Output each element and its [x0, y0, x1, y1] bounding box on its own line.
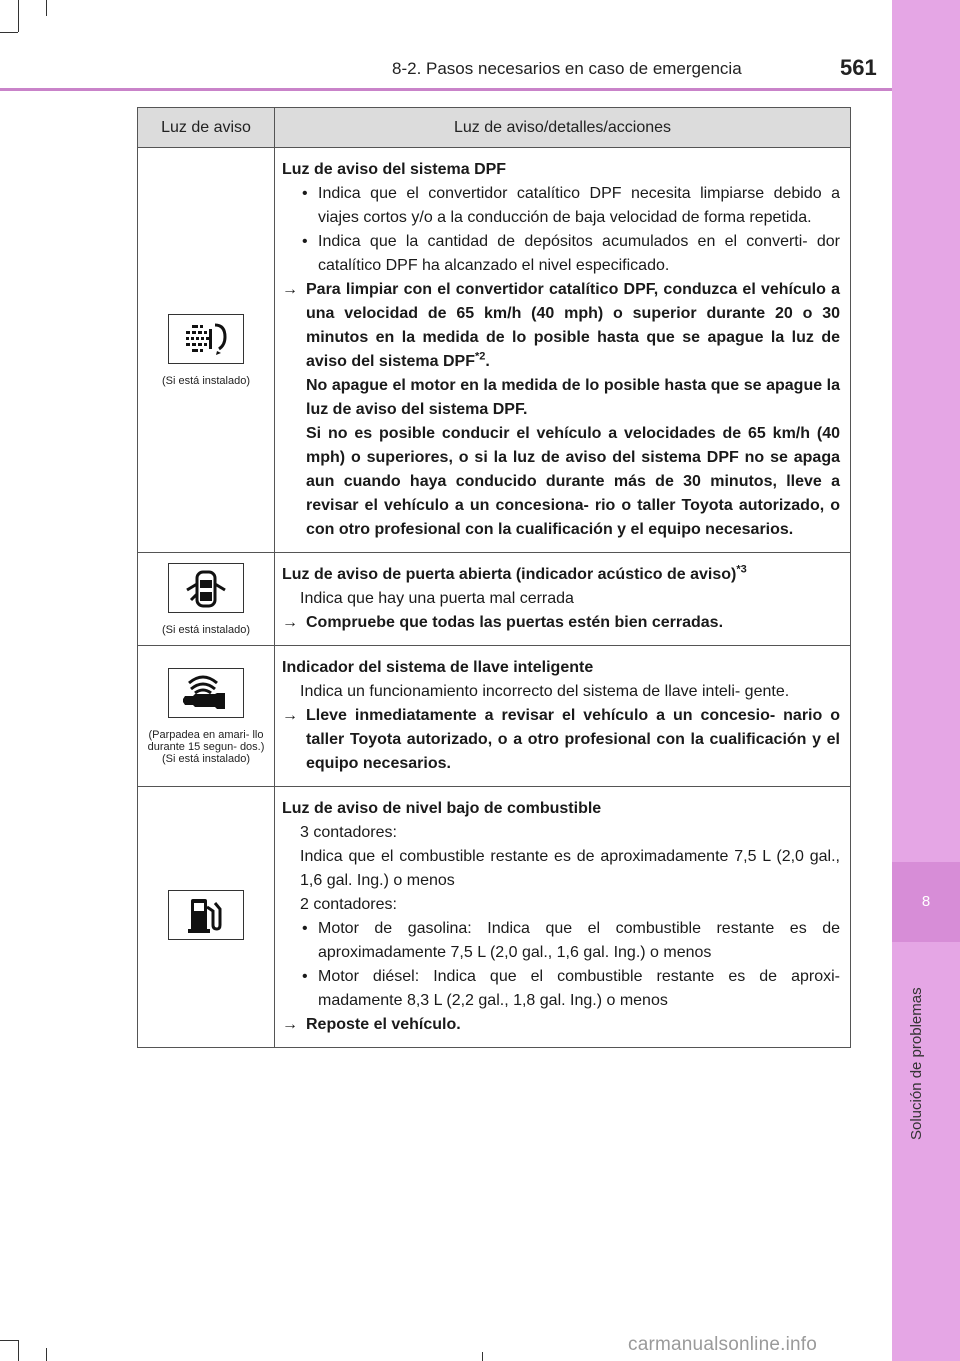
- action-text: Lleve inmediatamente a revisar el vehículo a un concesio- nario o taller Toyota autorizado, o a otro profesional con la cualificación y el equipo necesarios.: [306, 707, 840, 772]
- icon-cell: [138, 787, 275, 1048]
- details-cell: [275, 787, 851, 1048]
- action-text: Compruebe que todas las puertas estén bien cerradas.: [306, 614, 724, 631]
- action-text: Para limpiar con el convertidor catalítico DPF, conduzca el vehículo a una velocidad de 65 km/h (40 mph) o superior durante 20 o 30 minutos en la medida de lo posible hasta que se apague la luz de aviso del sistema DPF: [306, 281, 840, 370]
- arrow-icon: →: [282, 614, 298, 631]
- light-title: Indicador del sistema de llave inteligente: [282, 659, 594, 676]
- description: Indica que el combustible restante es de aproximadamente 7,5 L (2,0 gal., 1,6 gal. Ing.) o menos: [300, 848, 840, 889]
- crop-mark: [18, 1340, 19, 1361]
- action-instruction: [282, 278, 840, 374]
- icon-note: (Parpadea en amari- llo durante 15 segun- dos.): [147, 728, 265, 753]
- crop-mark: [46, 1348, 47, 1361]
- footnote-ref: *3: [736, 563, 747, 576]
- light-title: Luz de aviso de nivel bajo de combustible: [282, 800, 602, 817]
- arrow-icon: →: [282, 281, 298, 298]
- action-paragraph: Si no es posible conducir el vehículo a velocidades de 65 km/h (40 mph) o superiores, o si la luz de aviso del sistema DPF no se apaga aun cuando haya conducido durante más de 30 minutos, lleve a revisar el vehículo a un concesiona- rio o taller Toyota autorizado, o con otro profesional con la cualificación y el equipo necesarios.: [306, 425, 840, 538]
- details-cell: [275, 646, 851, 787]
- description: 3 contadores:: [300, 824, 397, 841]
- icon-note: (Si está instalado): [161, 623, 251, 636]
- list-item: • Motor diésel: Indica que el combustible restante es de aproxi- madamente 8,3 L (2,2 gal., 1,8 gal. Ing.) o menos: [282, 965, 840, 1013]
- arrow-icon: →: [282, 707, 298, 724]
- icon-cell: [138, 646, 275, 787]
- watermark: carmanualsonline.info: [628, 1334, 818, 1355]
- icon-note: (Si está instalado): [161, 752, 251, 765]
- arrow-icon: →: [282, 1016, 298, 1033]
- icon-cell: [138, 148, 275, 553]
- light-title: Luz de aviso del sistema DPF: [282, 161, 507, 178]
- description: Indica un funcionamiento incorrecto del sistema de llave inteli- gente.: [300, 683, 790, 700]
- action-instruction: [282, 1013, 840, 1037]
- fuel-pump-icon: [168, 890, 244, 940]
- crop-mark: [482, 1352, 483, 1361]
- icon-note: (Si está instalado): [161, 374, 251, 387]
- column-header-details: Luz de aviso/detalles/acciones: [275, 108, 851, 148]
- warning-lights-table: [137, 107, 851, 1048]
- icon-cell: [138, 553, 275, 646]
- chapter-number: 8: [892, 862, 960, 942]
- crop-mark: [0, 1340, 18, 1341]
- details-cell: [275, 553, 851, 646]
- table-row: [138, 646, 851, 787]
- action-instruction: [282, 611, 840, 635]
- door-open-icon: [168, 563, 244, 613]
- list-item: • Indica que el convertidor catalítico DPF necesita limpiarse debido a viajes cortos y/o a la conducción de baja velocidad de forma repetida.: [282, 182, 840, 230]
- page-header: [0, 0, 892, 92]
- table-row: [138, 148, 851, 553]
- page-number: 561: [840, 55, 877, 80]
- header-rule: [0, 88, 892, 91]
- light-title: [282, 563, 840, 587]
- list-item: • Indica que la cantidad de depósitos acumulados en el converti- dor catalítico DPF ha alcanzado el nivel especificado.: [282, 230, 840, 278]
- chapter-label: Solución de problemas: [908, 987, 925, 1140]
- footnote-ref: *2: [474, 350, 486, 363]
- action-text: Reposte el vehículo.: [306, 1016, 461, 1033]
- list-item: • Motor de gasolina: Indica que el combustible restante es de aproximadamente 7,5 L (2,0 gal., 1,6 gal. Ing.) o menos: [282, 917, 840, 965]
- column-header-light: Luz de aviso: [138, 108, 275, 148]
- dpf-warning-icon: [168, 314, 244, 364]
- action-instruction: [282, 704, 840, 776]
- details-cell: [275, 148, 851, 553]
- table-header-row: [138, 108, 851, 148]
- action-end: .: [485, 353, 490, 370]
- table-row: [138, 787, 851, 1048]
- action-paragraph: No apague el motor en la medida de lo posible hasta que se apague la luz de aviso del sistema DPF.: [306, 377, 840, 418]
- section-title: 8-2. Pasos necesarios en caso de emergencia: [392, 59, 742, 78]
- light-title-text: Luz de aviso de puerta abierta (indicador acústico de aviso): [282, 566, 737, 583]
- description: 2 contadores:: [300, 896, 397, 913]
- table-row: [138, 553, 851, 646]
- chapter-sidetab: [892, 0, 960, 1361]
- description: Indica que hay una puerta mal cerrada: [300, 590, 574, 607]
- smart-key-icon: [168, 668, 244, 718]
